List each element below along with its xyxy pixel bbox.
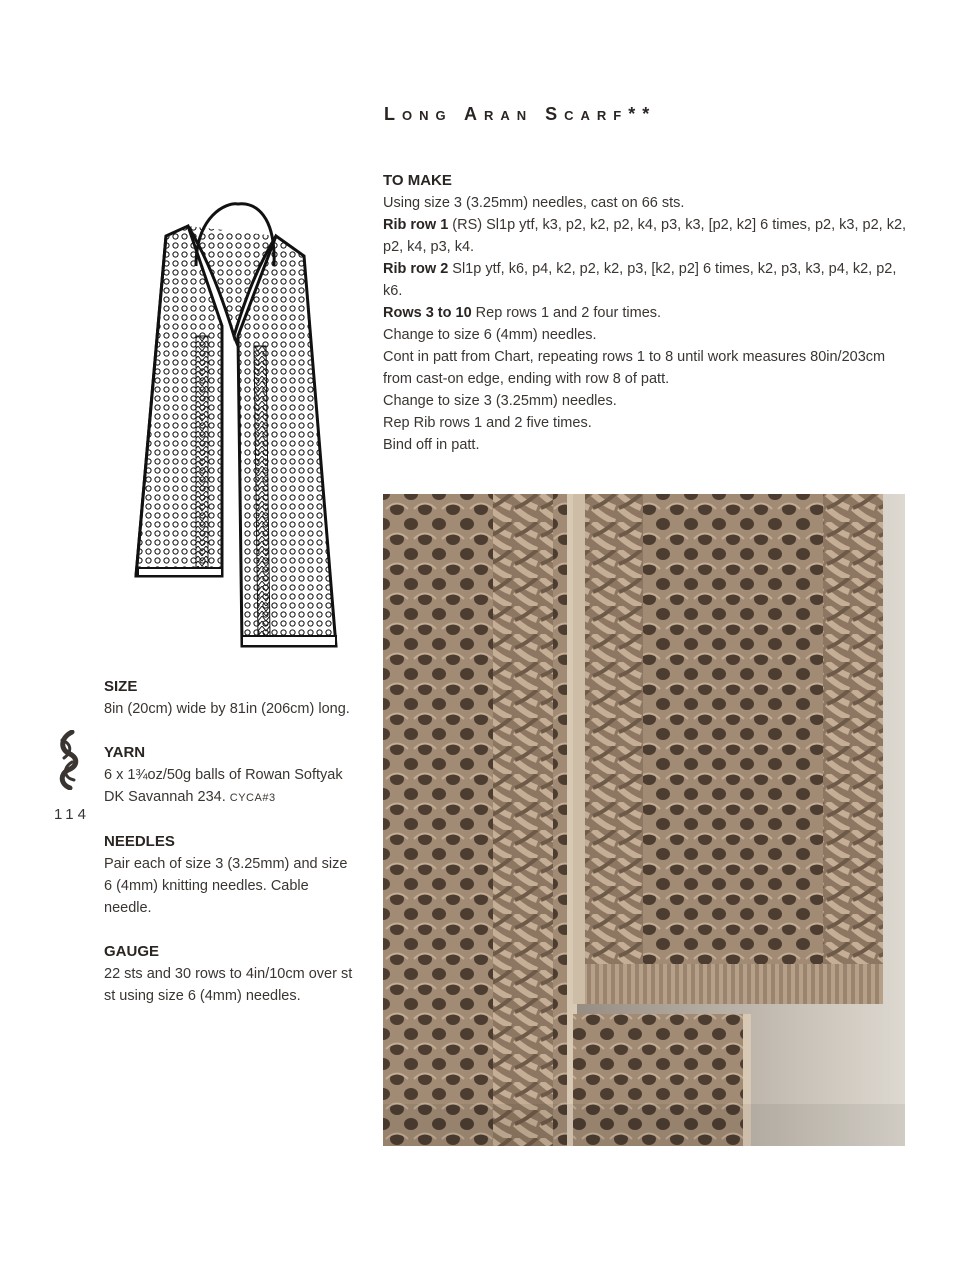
instruction-line: Rib row 1 (RS) Sl1p ytf, k3, p2, k2, p2, k4, p3, k3, [p2, k2] 6 times, p2, k3, p2, k2, p2, k4, p3, k4. <box>383 217 907 255</box>
instruction-line: Rib row 2 Sl1p ytf, k6, p4, k2, p2, k2, p3, [k2, p2] 6 times, k2, p3, k3, p4, k2, p2, k6. <box>383 261 897 299</box>
cable-chain-icon <box>56 730 80 790</box>
specs-column <box>104 676 354 1029</box>
scarf-sketch-icon <box>126 196 342 656</box>
size-text: 8in (20cm) wide by 81in (206cm) long. <box>104 701 350 717</box>
cyca-label: CYCA#3 <box>229 792 276 804</box>
yarn-heading: YARN <box>104 744 146 761</box>
instruction-line: Bind off in patt. <box>383 437 480 453</box>
needles-text: Pair each of size 3 (3.25mm) and size 6 (4mm) knitting needles. Cable needle. <box>104 856 348 916</box>
instruction-line: Change to size 3 (3.25mm) needles. <box>383 393 617 409</box>
instruction-line: Rep Rib rows 1 and 2 five times. <box>383 415 592 431</box>
page-title: Long Aran Scarf** <box>384 104 657 124</box>
to-make-heading: TO MAKE <box>383 172 452 189</box>
instruction-line: Rows 3 to 10 Rep rows 1 and 2 four times. <box>383 305 662 321</box>
size-section <box>104 676 354 720</box>
yarn-text: 6 x 1¾oz/50g balls of Rowan Softyak DK Savannah 234. CYCA#3 <box>104 767 343 805</box>
gauge-heading: GAUGE <box>104 943 160 960</box>
needles-section <box>104 831 354 919</box>
instruction-line: Cont in patt from Chart, repeating rows 1 to 8 until work measures 80in/203cm from cast-on edge, ending with row 8 of patt. <box>383 349 886 387</box>
instruction-line: Change to size 6 (4mm) needles. <box>383 327 597 343</box>
needles-heading: NEEDLES <box>104 833 175 850</box>
knitted-scarf-photo <box>383 494 905 1146</box>
page-number: 114 <box>54 806 90 823</box>
gauge-text: 22 sts and 30 rows to 4in/10cm over st st using size 6 (4mm) needles. <box>104 966 353 1004</box>
gauge-section <box>104 941 354 1007</box>
yarn-section <box>104 742 354 809</box>
size-heading: SIZE <box>104 678 138 695</box>
instruction-line: Using size 3 (3.25mm) needles, cast on 66 sts. <box>383 195 685 211</box>
to-make-section <box>383 170 913 456</box>
